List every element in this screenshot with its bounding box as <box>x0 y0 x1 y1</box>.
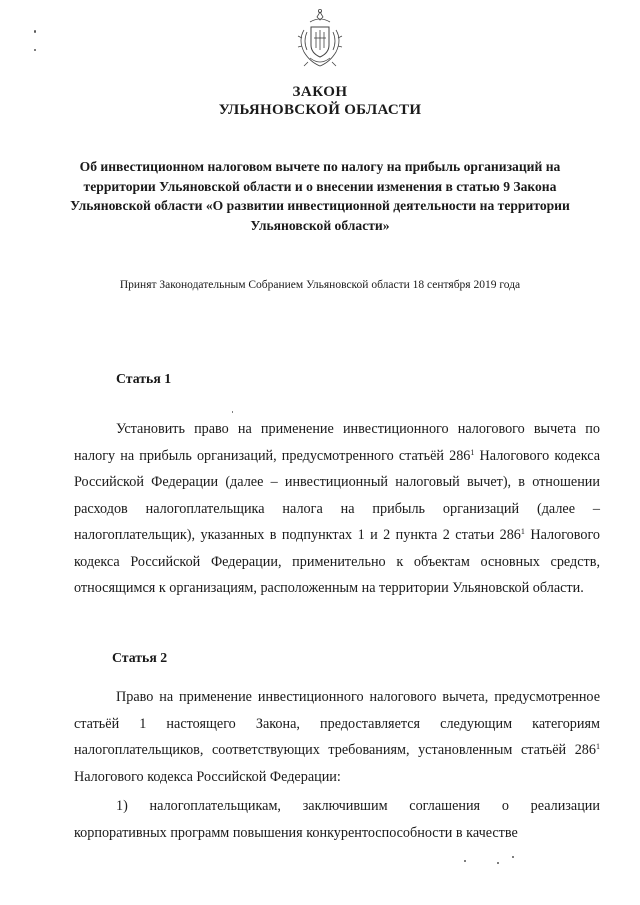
coat-of-arms-emblem <box>296 8 344 70</box>
article-1-heading: Статья 1 <box>116 371 172 386</box>
article-2-heading: Статья 2 <box>112 650 168 665</box>
document-type: ЗАКОН <box>292 84 348 100</box>
superscript: 1 <box>470 447 475 457</box>
superscript: 1 <box>520 527 525 536</box>
scan-speck <box>512 856 514 858</box>
article-1-text <box>74 416 600 602</box>
law-title: Об инвестиционном налоговом вычете по налогу на прибыль организаций на территории Ульяновской области и о внесении изменения в статью 9 Закона Ульяновской области «О развитии инвестиционной деятельности на территории Ульяновской области» <box>70 159 570 233</box>
scan-speck <box>34 30 36 33</box>
scan-speck <box>232 411 233 413</box>
article-1-text-part: Налогового кодекса Российской Федерации, применительно к объектам основных средств, относящимся к организациям, расположенным на территории Ульяновской области. <box>74 527 601 596</box>
article-1-text-part: Налогового кодекса Российской Федерации (далее – инвестиционный налоговый вычет), в отношении расходов налогоплательщика налога на прибыль организаций (далее – налогоплательщик), указанных в подпунктах 1 и 2 пункта 2 статьи 286 <box>74 447 600 543</box>
article-2-item-1: 1) налогоплательщикам, заключившим соглашения о реализации корпоративных программ повышения конкурентоспособности в качестве <box>74 798 600 841</box>
scan-speck <box>34 49 36 51</box>
scan-speck <box>497 862 499 864</box>
article-2-text-part: Право на применение инвестиционного налогового вычета, предусмотренное статьёй 1 настоящего Закона, предоставляется следующим категориям налогоплательщиков, соответствующих требованиям, установленным статьёй 286 <box>74 689 600 758</box>
adoption-line: Принят Законодательным Собранием Ульяновской области 18 сентября 2019 года <box>119 279 521 291</box>
scan-speck <box>464 860 466 862</box>
article-1-text-part: Установить право на применение инвестиционного налогового вычета по налогу на прибыль организаций, предусмотренного статьёй 286 <box>74 421 600 464</box>
article-2-text-part: Налогового кодекса Российской Федерации: <box>74 768 341 785</box>
article-2-text <box>74 684 600 790</box>
superscript: 1 <box>596 742 600 751</box>
region-name: УЛЬЯНОВСКОЙ ОБЛАСТИ <box>218 102 422 118</box>
